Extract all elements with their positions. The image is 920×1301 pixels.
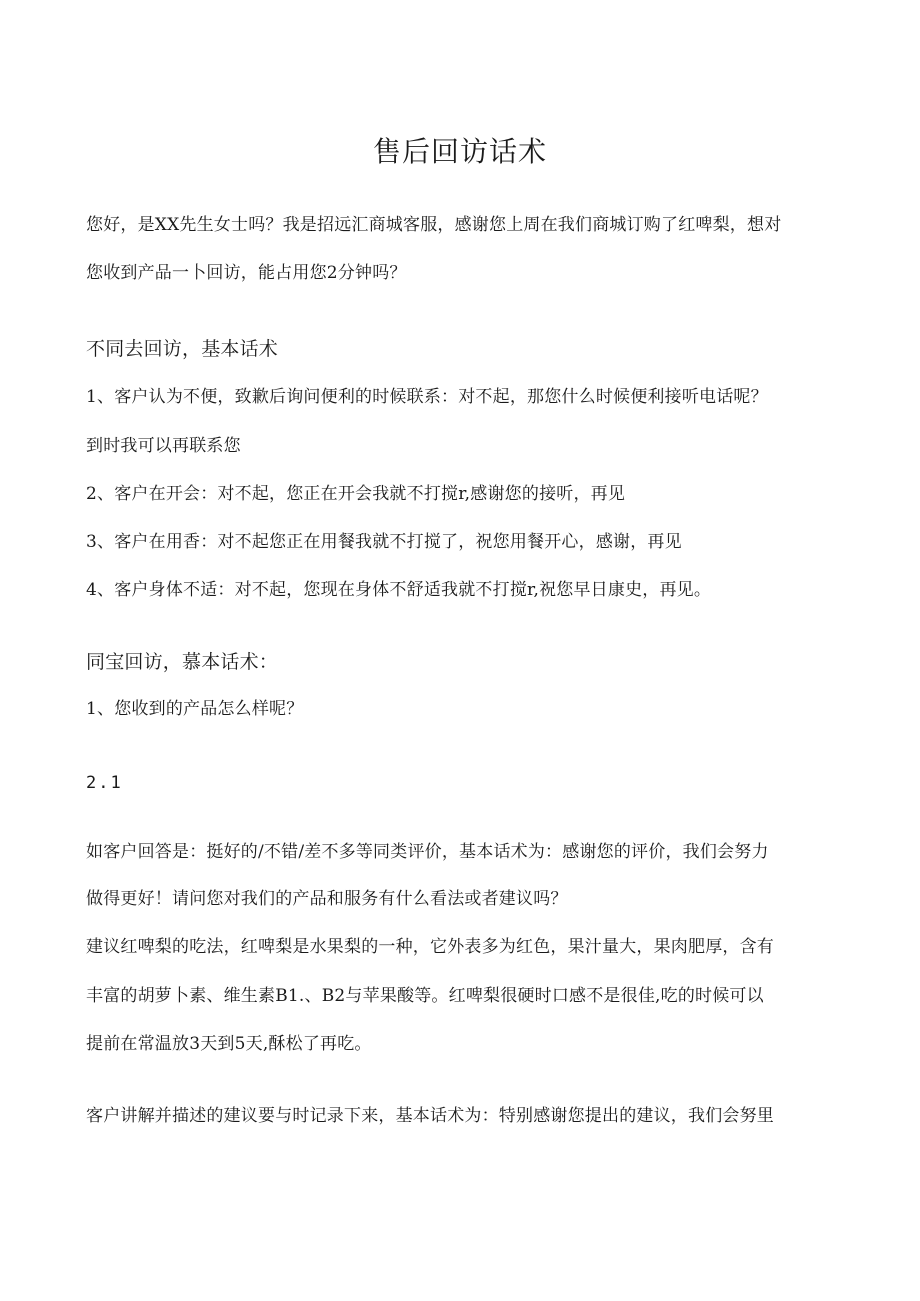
answer-line-1: 如客户回答是：挺好的/不错/差不多等同类评价，基本话术为：感谢您的评价，我们会努力 — [86, 842, 769, 862]
item-number: 2.1 — [86, 773, 123, 793]
list-item: 2、客户在开会：对不起，您正在开会我就不打搅r,感谢您的接听，再见 — [86, 484, 626, 504]
suggestion-line-3: 提前在常温放3天到5天,酥松了再吃。 — [86, 1034, 372, 1054]
page-title: 售后回访话术 — [372, 135, 547, 168]
question-1: 1、您收到的产品怎么样呢？ — [86, 699, 304, 719]
suggestion-line-2: 丰富的胡萝卜素、维生素B1.、B2与苹果酸等。红啤梨很硬时口感不是很佳,吃的时候可以 — [86, 986, 764, 1006]
record-line-1: 客户讲解并描述的建议要与时记录下来，基本话术为：特别感谢您提出的建议，我们会努里 — [86, 1106, 774, 1126]
section-heading-available: 同宝回访，慕本话术： — [86, 651, 279, 673]
list-item: 3、客户在用香：对不起您正在用餐我就不打搅了，祝您用餐开心，感谢，再见 — [86, 532, 682, 552]
answer-line-2: 做得更好！请问您对我们的产品和服务有什么看法或者建议吗？ — [86, 889, 568, 909]
list-item: 4、客户身体不适：对不起，您现在身体不舒适我就不打搅r,祝您早日康史，再见。 — [86, 580, 712, 600]
list-item: 1、客户认为不便，致歉后询问便利的时候联系：对不起，那您什么时候便利接听电话呢？ — [86, 387, 768, 407]
suggestion-line-1: 建议红啤梨的吃法，红啤梨是水果梨的一种，它外表多为红色，果汁量大，果肉肥厚，含有 — [86, 937, 774, 957]
intro-line-2: 您收到产品一卜回访，能占用您2分钟吗？ — [86, 263, 407, 283]
list-item: 到时我可以再联系您 — [86, 436, 241, 456]
intro-line-1: 您好，是XX先生女士吗？我是招远汇商城客服，感谢您上周在我们商城订购了红啤梨，想对 — [86, 215, 782, 235]
section-heading-unavailable: 不同去回访，基本话术 — [86, 338, 279, 360]
